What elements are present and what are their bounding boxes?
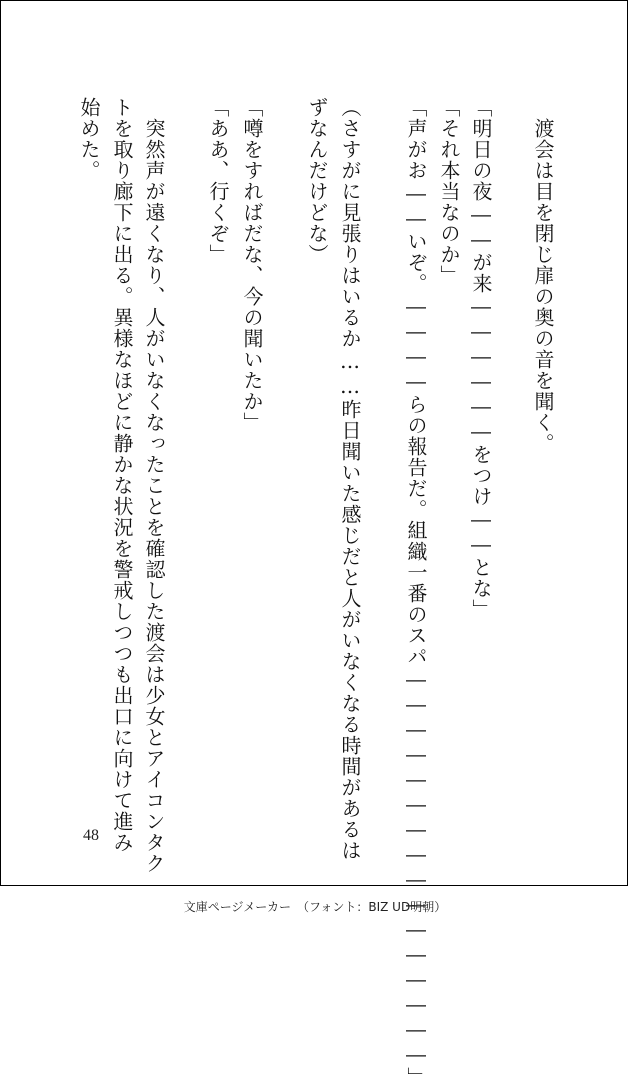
footer-caption: 文庫ページメーカー （フォント：BIZ UD明朝） [183,900,447,914]
text-line: 「ああ、行くぞ」 [206,97,230,265]
page-number: 48 [83,827,99,844]
text-line: 突然声が遠くなり、人がいなくなったことを確認した渡会は少女とアイコンタク [142,97,166,874]
text-line: トを取り廊下に出る。異様なほどに静かな状況を警戒しつつも出口に向けて進み [110,97,134,853]
text-line: 「明日の夜――が来――――――をつけ――とな」 [469,97,493,620]
text-line: （さすがに見張りはいるか……昨日聞いた感じだと人がいなくなる時間があるは [338,97,362,861]
text-line: 「それ本当なのか」 [437,97,461,286]
text-line: 「声がお――いぞ。――――らの報告だ。組織一番のスパ――――――――――――――――」 [404,97,428,1088]
text-line: 渡会は目を閉じ扉の奥の音を聞く。 [531,97,555,454]
text-line: ずなんだけどな） [305,97,329,265]
text-line: 「噂をすればだな、今の聞いたか」 [240,97,264,433]
text-line: 始めた。 [77,97,101,181]
